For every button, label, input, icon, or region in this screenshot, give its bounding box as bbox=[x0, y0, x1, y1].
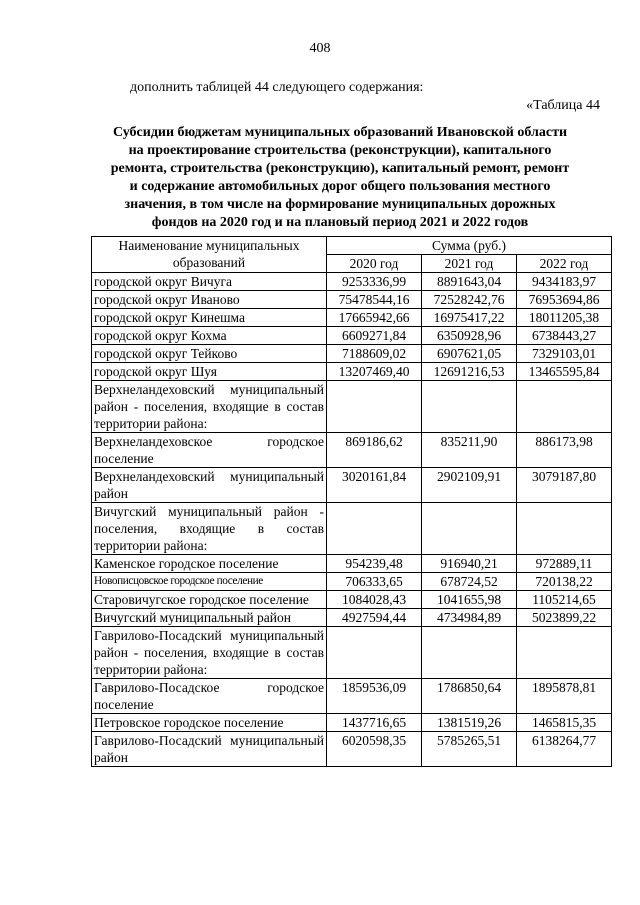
row-value-2021 bbox=[422, 381, 517, 433]
row-value-2022: 13465595,84 bbox=[517, 363, 612, 381]
row-value-2022: 1465815,35 bbox=[517, 714, 612, 732]
row-value-2021: 6350928,96 bbox=[422, 327, 517, 345]
row-name: городской округ Кинешма bbox=[92, 309, 327, 327]
row-value-2021: 5785265,51 bbox=[422, 732, 517, 767]
row-name: Гаврилово-Посадский муниципальный район - поселения, входящие в состав территории района: bbox=[92, 627, 327, 679]
row-value-2021: 1381519,26 bbox=[422, 714, 517, 732]
row-value-2020: 75478544,16 bbox=[327, 291, 422, 309]
table-row bbox=[92, 381, 612, 433]
row-name: Старовичугское городское поселение bbox=[92, 591, 327, 609]
table-title bbox=[80, 124, 600, 232]
table-row bbox=[92, 291, 612, 309]
intro-text: дополнить таблицей 44 следующего содержания: bbox=[130, 80, 424, 95]
header-year-2021: 2021 год bbox=[422, 255, 517, 273]
row-value-2020: 6609271,84 bbox=[327, 327, 422, 345]
header-sum-column: Сумма (руб.) bbox=[327, 237, 612, 255]
row-value-2022: 5023899,22 bbox=[517, 609, 612, 627]
row-name: Каменское городское поселение bbox=[92, 555, 327, 573]
row-name: Гаврилово-Посадский муниципальный район bbox=[92, 732, 327, 767]
row-value-2021: 6907621,05 bbox=[422, 345, 517, 363]
row-name: Верхнеландеховский муниципальный район bbox=[92, 468, 327, 503]
table-row bbox=[92, 714, 612, 732]
header-name-column: Наименование муниципальных образований bbox=[92, 237, 327, 273]
row-value-2022: 720138,22 bbox=[517, 573, 612, 591]
table-row bbox=[92, 555, 612, 573]
row-value-2021: 1041655,98 bbox=[422, 591, 517, 609]
table-row bbox=[92, 363, 612, 381]
row-value-2022 bbox=[517, 381, 612, 433]
row-value-2022 bbox=[517, 627, 612, 679]
row-value-2022: 6738443,27 bbox=[517, 327, 612, 345]
row-name: Верхнеландеховский муниципальный район - поселения, входящие в состав территории района: bbox=[92, 381, 327, 433]
row-value-2020: 1437716,65 bbox=[327, 714, 422, 732]
row-value-2021: 8891643,04 bbox=[422, 273, 517, 291]
row-value-2020: 1084028,43 bbox=[327, 591, 422, 609]
title-line: на проектирование строительства (реконструкции), капитального bbox=[128, 143, 552, 158]
row-value-2020: 6020598,35 bbox=[327, 732, 422, 767]
table-row bbox=[92, 345, 612, 363]
row-value-2022: 7329103,01 bbox=[517, 345, 612, 363]
row-value-2020: 869186,62 bbox=[327, 433, 422, 468]
table-row bbox=[92, 573, 612, 591]
row-value-2020 bbox=[327, 627, 422, 679]
table-row bbox=[92, 503, 612, 555]
table-row bbox=[92, 609, 612, 627]
row-name: Гаврилово-Посадское городское поселение bbox=[92, 679, 327, 714]
table-row bbox=[92, 433, 612, 468]
row-value-2020: 7188609,02 bbox=[327, 345, 422, 363]
row-value-2020: 3020161,84 bbox=[327, 468, 422, 503]
row-name: городской округ Кохма bbox=[92, 327, 327, 345]
row-name: Верхнеландеховское городское поселение bbox=[92, 433, 327, 468]
row-value-2020: 9253336,99 bbox=[327, 273, 422, 291]
row-name: городской округ Иваново bbox=[92, 291, 327, 309]
row-name: городской округ Тейково bbox=[92, 345, 327, 363]
header-year-2020: 2020 год bbox=[327, 255, 422, 273]
row-value-2021: 678724,52 bbox=[422, 573, 517, 591]
table-row bbox=[92, 732, 612, 767]
row-value-2022: 6138264,77 bbox=[517, 732, 612, 767]
table-row bbox=[92, 627, 612, 679]
table-label: «Таблица 44 bbox=[526, 98, 600, 113]
row-value-2022: 76953694,86 bbox=[517, 291, 612, 309]
row-value-2021: 916940,21 bbox=[422, 555, 517, 573]
title-line: Субсидии бюджетам муниципальных образований Ивановской области bbox=[112, 125, 568, 140]
table-body bbox=[92, 273, 612, 767]
row-value-2021: 72528242,76 bbox=[422, 291, 517, 309]
row-value-2020: 1859536,09 bbox=[327, 679, 422, 714]
row-value-2022 bbox=[517, 503, 612, 555]
row-value-2021: 1786850,64 bbox=[422, 679, 517, 714]
title-line: значения, в том числе на формирование муниципальных дорожных bbox=[124, 197, 556, 212]
row-value-2022: 972889,11 bbox=[517, 555, 612, 573]
table-row bbox=[92, 679, 612, 714]
row-value-2021: 16975417,22 bbox=[422, 309, 517, 327]
row-value-2021: 2902109,91 bbox=[422, 468, 517, 503]
row-name: Петровское городское поселение bbox=[92, 714, 327, 732]
table-row bbox=[92, 273, 612, 291]
row-value-2020: 13207469,40 bbox=[327, 363, 422, 381]
row-value-2021 bbox=[422, 627, 517, 679]
row-name: Вичугский муниципальный район - поселения, входящие в состав территории района: bbox=[92, 503, 327, 555]
page-number: 408 bbox=[309, 41, 331, 56]
table-row bbox=[92, 591, 612, 609]
row-value-2022: 3079187,80 bbox=[517, 468, 612, 503]
row-value-2022: 9434183,97 bbox=[517, 273, 612, 291]
row-value-2020 bbox=[327, 503, 422, 555]
row-value-2020: 17665942,66 bbox=[327, 309, 422, 327]
title-line: и содержание автомобильных дорог общего пользования местного bbox=[129, 179, 551, 194]
row-name: Новописцовское городское поселение bbox=[92, 573, 327, 591]
row-value-2022: 1105214,65 bbox=[517, 591, 612, 609]
table-row bbox=[92, 309, 612, 327]
row-value-2021: 4734984,89 bbox=[422, 609, 517, 627]
row-value-2020: 706333,65 bbox=[327, 573, 422, 591]
subsidies-table bbox=[91, 236, 612, 767]
row-value-2021: 835211,90 bbox=[422, 433, 517, 468]
row-name: Вичугский муниципальный район bbox=[92, 609, 327, 627]
table-row bbox=[92, 468, 612, 503]
row-value-2021 bbox=[422, 503, 517, 555]
title-line: ремонта, строительства (реконструкцию), капитальный ремонт, ремонт bbox=[110, 161, 570, 176]
row-value-2022: 1895878,81 bbox=[517, 679, 612, 714]
row-value-2021: 12691216,53 bbox=[422, 363, 517, 381]
row-value-2020 bbox=[327, 381, 422, 433]
header-year-2022: 2022 год bbox=[517, 255, 612, 273]
row-value-2022: 18011205,38 bbox=[517, 309, 612, 327]
table-row bbox=[92, 327, 612, 345]
row-name: городской округ Вичуга bbox=[92, 273, 327, 291]
row-value-2022: 886173,98 bbox=[517, 433, 612, 468]
row-name: городской округ Шуя bbox=[92, 363, 327, 381]
row-value-2020: 4927594,44 bbox=[327, 609, 422, 627]
title-line: фондов на 2020 год и на плановый период 2021 и 2022 годов bbox=[151, 215, 529, 230]
row-value-2020: 954239,48 bbox=[327, 555, 422, 573]
